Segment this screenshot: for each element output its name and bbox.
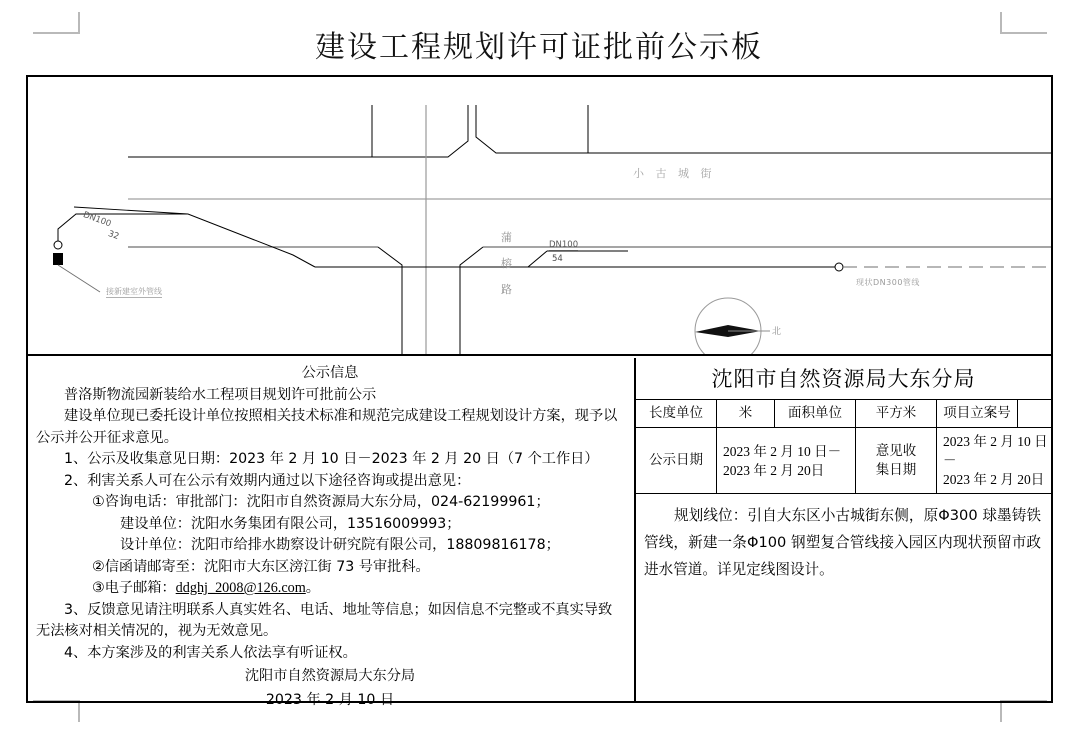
planning-route-note: 规划线位：引自大东区小古城街东侧，原Φ300 球墨铸铁管线，新建一条Φ100 钢塑复合管线接入园区内现状预留市政进水管道。详见定线图设计。 <box>644 507 1041 578</box>
publicity-date-line2: 2023 年 2 月 20日 <box>723 462 825 478</box>
publicity-date-line1: 2023 年 2 月 10 日－ <box>723 443 842 459</box>
table-row-units <box>636 400 1051 428</box>
publicity-signature-date: 2023 年 2 月 10 日 <box>265 691 395 708</box>
publicity-item-1: 1、公示及收集意见日期：2023 年 2 月 10 日－2023 年 2 月 20 日（7 个工作日） <box>64 451 599 467</box>
project-meta-table <box>636 400 1051 494</box>
publicity-item-2b-mail: ②信函请邮寄至：沈阳市大东区滂江街 73 号审批科。 <box>92 558 430 575</box>
feedback-label-line2: 集日期 <box>875 461 917 478</box>
email-label: ③电子邮箱： <box>92 580 176 596</box>
cell-length-unit-value: 米 <box>717 400 775 428</box>
cell-length-unit-label: 长度单位 <box>636 400 717 428</box>
cell-case-no-label: 项目立案号 <box>937 400 1018 428</box>
drawing-label-new-pipe-length: 54 <box>552 254 563 264</box>
document-frame <box>26 75 1053 708</box>
feedback-date-line1: 2023 年 2 月 10 日－ <box>943 434 1048 468</box>
drawing-label-compass-north: 北 <box>772 327 782 337</box>
email-suffix: 。 <box>305 580 320 596</box>
publicity-project-line: 普洛斯物流园新装给水工程项目规划许可批前公示 <box>64 386 377 403</box>
cell-case-no-value[interactable] <box>1018 400 1052 428</box>
publicity-info-panel <box>28 358 636 708</box>
cell-area-unit-value: 平方米 <box>856 400 937 428</box>
publicity-item-2a-designer: 设计单位：沈阳市给排水勘察设计研究院有限公司，18809816178； <box>120 537 560 553</box>
cell-area-unit-label: 面积单位 <box>775 400 856 428</box>
publicity-heading: 公示信息 <box>301 365 359 381</box>
publicity-item-2a-approval: ①咨询电话：审批部门：沈阳市自然资源局大东分局，024-62199961； <box>92 494 550 510</box>
cell-feedback-date-value <box>937 428 1052 494</box>
publicity-intro: 建设单位现已委托设计单位按照相关技术标准和规范完成建设工程规划设计方案，现予以公示并公开征求意见。 <box>36 408 618 446</box>
cell-feedback-date-label <box>856 428 937 494</box>
drawing-label-west-pipe: DN100 <box>81 210 113 230</box>
drawing-label-road-vertical: 蒲 榕 路 <box>501 231 512 296</box>
publicity-item-2: 2、利害关系人可在公示有效期内通过以下途径咨询或提出意见： <box>64 472 471 489</box>
lower-region <box>28 358 1051 708</box>
crop-mark-bottom-right <box>1000 700 1047 722</box>
cell-publicity-date-value <box>717 428 856 494</box>
drawing-label-new-pipe: DN100 <box>549 240 579 250</box>
publicity-item-2c-email-line <box>36 578 624 600</box>
drawing-label-building: 接新建室外管线 <box>106 287 162 296</box>
feedback-label-line1: 意见收 <box>875 442 917 459</box>
publicity-item-2a-builder: 建设单位：沈阳水务集团有限公司，13516009993； <box>120 515 461 532</box>
drawing-label-street-horizontal: 小 古 城 街 <box>633 167 716 180</box>
email-address[interactable]: ddghj_2008@126.com <box>175 580 306 596</box>
authority-panel <box>636 358 1051 703</box>
drawing-label-existing-pipe: 现状DN300管线 <box>856 278 920 287</box>
feedback-date-line2: 2023 年 2 月 20日 <box>943 472 1045 487</box>
drawing-label-west-pipe-length: 32 <box>106 229 121 243</box>
page-title: 建设工程规划许可证批前公示板 <box>315 30 763 65</box>
cell-publicity-date-label: 公示日期 <box>636 428 717 494</box>
publicity-signature-org: 沈阳市自然资源局大东分局 <box>244 668 416 684</box>
publicity-item-4: 4、本方案涉及的利害关系人依法享有听证权。 <box>64 644 357 661</box>
publicity-item-3: 3、反馈意见请注明联系人真实姓名、电话、地址等信息；如因信息不完整或不真实导致无法核对相关情况的，视为无效意见。 <box>36 601 613 639</box>
table-row-dates <box>636 428 1051 494</box>
authority-title: 沈阳市自然资源局大东分局 <box>636 358 1051 400</box>
site-plan-drawing <box>28 77 1051 356</box>
